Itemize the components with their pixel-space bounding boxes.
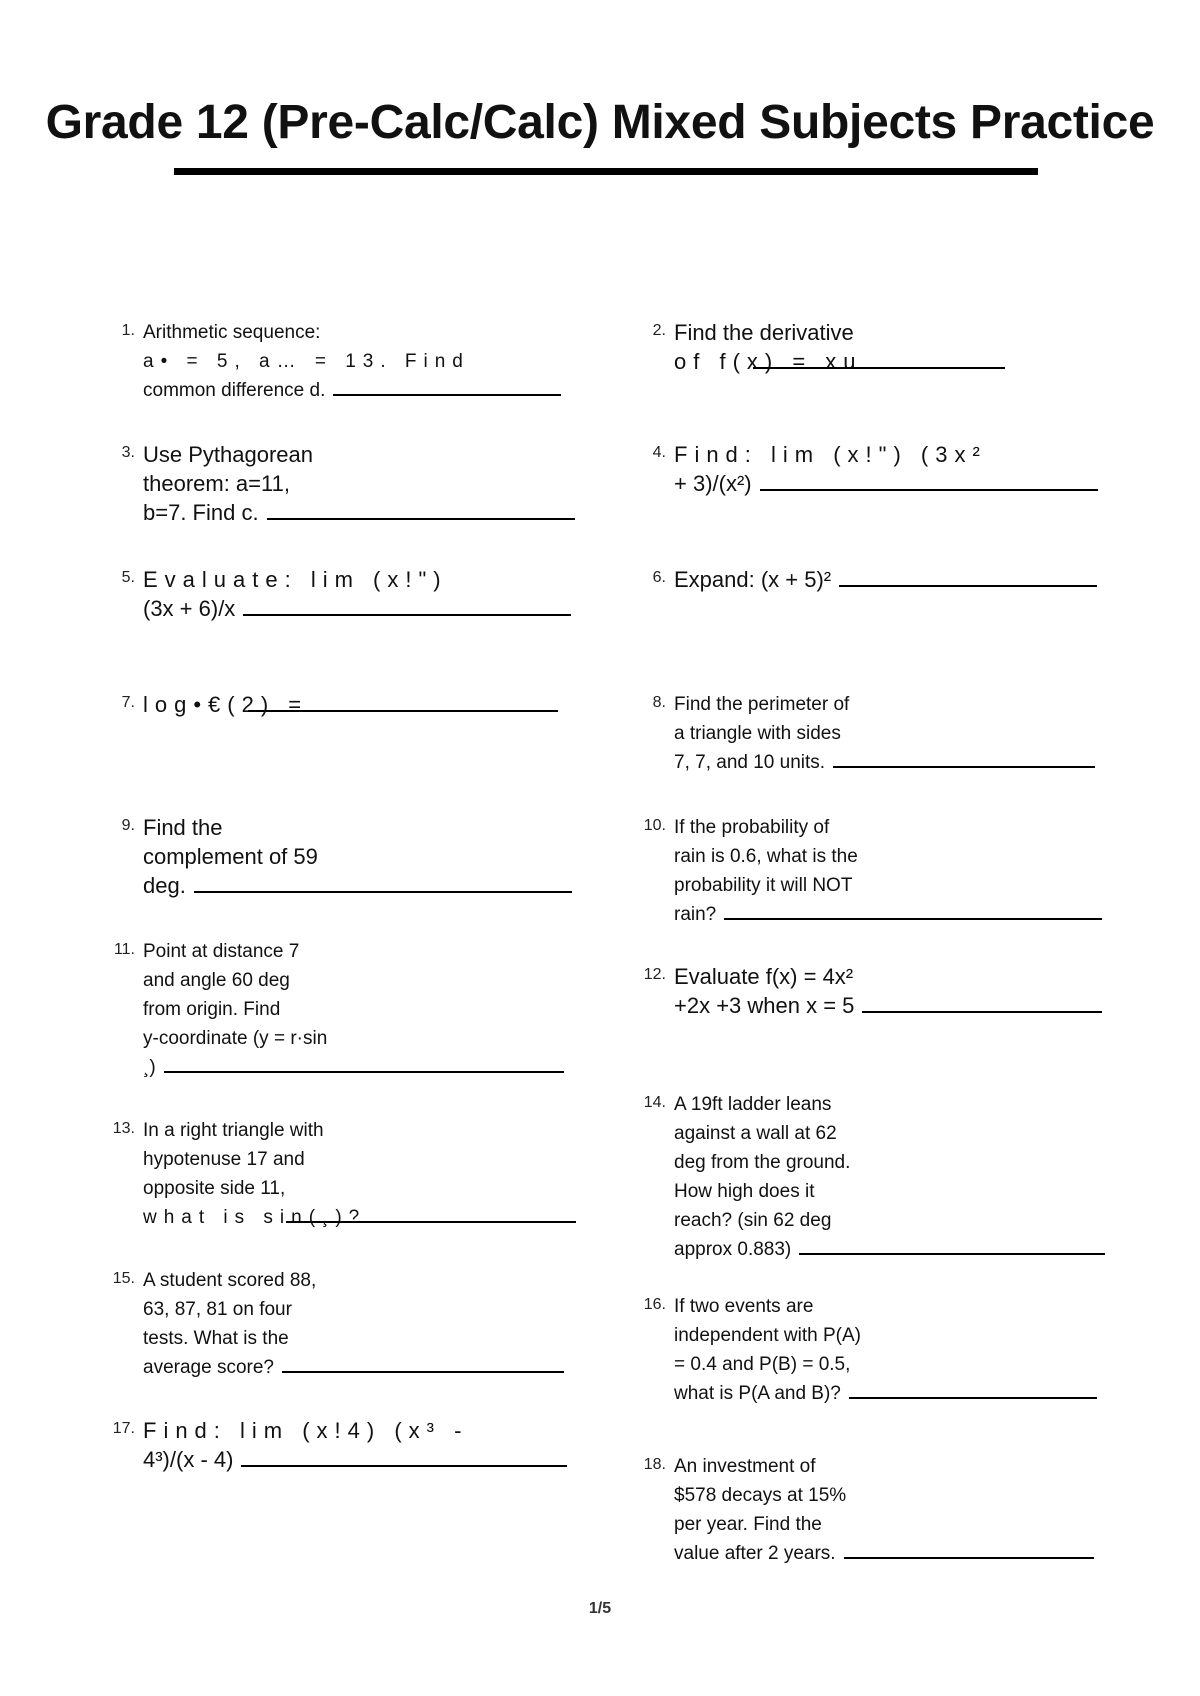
answer-blank[interactable] <box>760 488 1098 491</box>
problem-text-line: If two events are <box>674 1296 814 1317</box>
problem-text-line: How high does it <box>674 1181 815 1202</box>
problem-text-line: deg. <box>143 873 186 898</box>
problem-14 <box>643 1090 1109 1264</box>
problem-text-line: deg from the ground. <box>674 1152 851 1173</box>
problem-text-line: reach? (sin 62 deg <box>674 1210 832 1231</box>
problem-text-line: rain is 0.6, what is the <box>674 846 858 867</box>
problem-text-line: b=7. Find c. <box>143 500 259 525</box>
problem-text-line: hypotenuse 17 and <box>143 1149 305 1170</box>
problem-number: 8. <box>652 694 666 711</box>
problem-text-line: + 3)/(x²) <box>674 471 752 496</box>
answer-blank[interactable] <box>164 1070 564 1073</box>
problem-text-line: Evaluate: lim (x!") <box>143 567 448 592</box>
problem-text-line: what is sin(¸)? <box>143 1207 367 1228</box>
problem-5 <box>121 565 578 623</box>
problem-number: 5. <box>121 569 135 586</box>
problem-text-line: 7, 7, and 10 units. <box>674 752 826 773</box>
problem-12 <box>643 962 1109 1020</box>
problem-7 <box>121 690 578 719</box>
problem-number: 4. <box>652 444 666 461</box>
problem-text-line: value after 2 years. <box>674 1543 836 1564</box>
problem-6 <box>652 565 1109 594</box>
problem-text-line: log•€(2) = <box>143 692 309 717</box>
problem-text-line: Find: lim (x!4) (x³ - <box>143 1418 469 1443</box>
answer-blank[interactable] <box>862 1010 1102 1013</box>
problem-text-line: per year. Find the <box>674 1514 822 1535</box>
answer-blank[interactable] <box>282 1370 564 1373</box>
problem-number: 10. <box>643 817 666 834</box>
answer-blank[interactable] <box>844 1556 1094 1559</box>
problem-text-line: Arithmetic sequence: <box>143 322 321 343</box>
answer-blank[interactable] <box>248 709 558 712</box>
problem-number: 16. <box>643 1296 666 1313</box>
answer-blank[interactable] <box>241 1464 567 1467</box>
problem-text-line: An investment of <box>674 1456 816 1477</box>
answer-blank[interactable] <box>799 1252 1105 1255</box>
problem-number: 14. <box>643 1094 666 1111</box>
answer-blank[interactable] <box>286 1220 576 1223</box>
problem-text-line: Find the perimeter of <box>674 694 850 715</box>
problem-text-line: +2x +3 when x = 5 <box>674 993 855 1018</box>
problem-text-line: common difference d. <box>143 380 326 401</box>
problem-text-line: Find: lim (x!") (3x² <box>674 442 987 467</box>
problem-10 <box>643 813 1109 929</box>
problem-number: 15. <box>112 1270 135 1287</box>
problem-text-line: If the probability of <box>674 817 830 838</box>
answer-blank[interactable] <box>833 765 1095 768</box>
problem-text-line: a triangle with sides <box>674 723 841 744</box>
problem-number: 1. <box>121 322 135 339</box>
problem-text-line: Find the <box>143 815 223 840</box>
problem-text-line: average score? <box>143 1357 274 1378</box>
answer-blank[interactable] <box>839 584 1097 587</box>
problem-number: 17. <box>112 1420 135 1437</box>
problem-text-line: approx 0.883) <box>674 1239 792 1260</box>
answer-blank[interactable] <box>194 890 572 893</box>
problem-text-line: of f(x) = xu <box>674 349 863 374</box>
problem-number: 2. <box>652 322 666 339</box>
problem-text-line: what is P(A and B)? <box>674 1383 841 1404</box>
problem-number: 12. <box>643 966 666 983</box>
problem-number: 18. <box>643 1456 666 1473</box>
problem-text-line: A student scored 88, <box>143 1270 317 1291</box>
problem-text-line: opposite side 11, <box>143 1178 286 1199</box>
problem-text-line: complement of 59 <box>143 844 318 869</box>
problem-4 <box>652 440 1109 498</box>
problem-number: 13. <box>112 1120 135 1137</box>
problem-1 <box>121 318 578 405</box>
problem-text-line: independent with P(A) <box>674 1325 861 1346</box>
problem-15 <box>112 1266 578 1382</box>
problem-text-line: 4³)/(x - 4) <box>143 1447 234 1472</box>
answer-blank[interactable] <box>753 366 1005 369</box>
title-underline <box>174 168 1038 175</box>
problem-text-line: probability it will NOT <box>674 875 853 896</box>
problem-text-line: = 0.4 and P(B) = 0.5, <box>674 1354 851 1375</box>
problem-text-line: 63, 87, 81 on four <box>143 1299 292 1320</box>
problem-3 <box>121 440 578 527</box>
problem-text-line: y-coordinate (y = r·sin <box>143 1028 328 1049</box>
problem-9 <box>121 813 578 900</box>
answer-blank[interactable] <box>333 393 561 396</box>
problem-number: 7. <box>121 694 135 711</box>
problem-text-line: Point at distance 7 <box>143 941 300 962</box>
problem-8 <box>652 690 1109 777</box>
answer-blank[interactable] <box>849 1396 1097 1399</box>
problem-text-line: A 19ft ladder leans <box>674 1094 832 1115</box>
problem-text-line: theorem: a=11, <box>143 471 290 496</box>
problem-16 <box>643 1292 1109 1408</box>
problem-text-line: $578 decays at 15% <box>674 1485 847 1506</box>
problem-2 <box>652 318 1109 376</box>
page-number: 1/5 <box>588 1600 612 1617</box>
problem-text-line: In a right triangle with <box>143 1120 324 1141</box>
problem-text-line: from origin. Find <box>143 999 281 1020</box>
problem-number: 11. <box>113 941 135 958</box>
answer-blank[interactable] <box>724 917 1102 920</box>
problem-text-line: tests. What is the <box>143 1328 289 1349</box>
problem-text-line: ¸) <box>143 1057 156 1078</box>
answer-blank[interactable] <box>243 613 571 616</box>
problem-text-line: against a wall at 62 <box>674 1123 837 1144</box>
problem-number: 9. <box>121 817 135 834</box>
problem-number: 6. <box>652 569 666 586</box>
problem-text-line: Use Pythagorean <box>143 442 313 467</box>
page-title: Grade 12 (Pre-Calc/Calc) Mixed Subjects Practice <box>45 96 1155 149</box>
problem-11 <box>113 937 578 1082</box>
problem-text-line: Find the derivative <box>674 320 854 345</box>
answer-blank[interactable] <box>267 517 575 520</box>
problem-text-line: (3x + 6)/x <box>143 596 236 621</box>
problem-text-line: Expand: (x + 5)² <box>674 567 832 592</box>
problem-number: 3. <box>121 444 135 461</box>
problem-text-line: and angle 60 deg <box>143 970 290 991</box>
problem-text-line: a• = 5, a… = 13. Find <box>143 351 470 372</box>
problem-text-line: rain? <box>674 904 717 925</box>
problem-18 <box>643 1452 1109 1568</box>
problem-17 <box>112 1416 578 1474</box>
problem-13 <box>112 1116 578 1232</box>
problem-text-line: Evaluate f(x) = 4x² <box>674 964 854 989</box>
